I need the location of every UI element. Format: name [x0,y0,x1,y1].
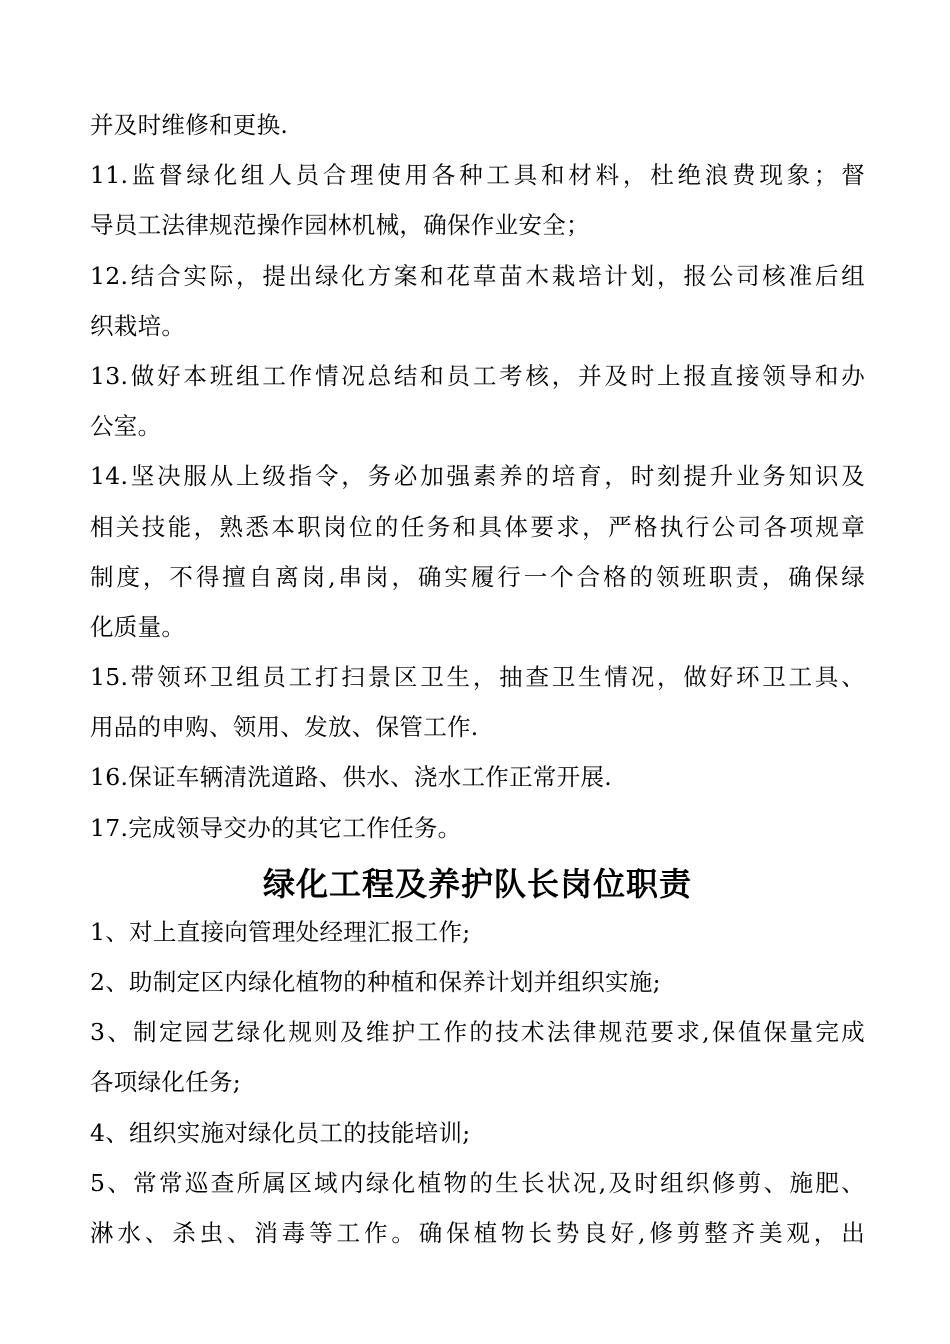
captain-duty-4: 4、组织实施对绿化员工的技能培训; [90,1118,471,1147]
text-line: 化质量。 [90,612,186,641]
text-line: 制度，不得擅自离岗,串岗，确实履行一个合格的领班职责，确保绿 [90,562,865,591]
text-line: 导员工法律规范操作园林机械，确保作业安全； [90,211,590,240]
duty-item-11: 11.监督绿化组人员合理使用各种工具和材料，杜绝浪费现象；督 [90,161,865,190]
duty-item-13: 13.做好本班组工作情况总结和员工考核，并及时上报直接领导和办 [90,361,865,390]
text-line: 相关技能，熟悉本职岗位的任务和具体要求，严格执行公司各项规章 [90,512,865,541]
captain-duty-3: 3、制定园艺绿化规则及维护工作的技术法律规范要求,保值保量完成 [90,1018,865,1047]
duty-item-17: 17.完成领导交办的其它工作任务。 [90,813,462,842]
captain-duty-1: 1、对上直接向管理处经理汇报工作; [90,917,471,946]
duty-item-14: 14.坚决服从上级指令，务必加强素养的培育，时刻提升业务知识及 [90,462,865,491]
text-line: 公室。 [90,412,162,441]
text-line: 并及时维修和更换. [90,111,289,139]
duty-item-16: 16.保证车辆清洗道路、供水、浇水工作正常开展. [90,763,613,792]
text-line: 用品的申购、领用、发放、保管工作. [90,713,479,742]
captain-duty-2: 2、助制定区内绿化植物的种植和保养计划并组织实施; [90,968,661,996]
captain-duties-list [90,907,865,1258]
duty-item-12: 12.结合实际，提出绿化方案和花草苗木栽培计划，报公司核准后组 [90,261,865,290]
duties-list-continued [90,100,865,853]
duty-item-15: 15.带领环卫组员工打扫景区卫生，抽查卫生情况，做好环卫工具、 [90,663,865,692]
text-line: 淋水、杀虫、消毒等工作。确保植物长势良好,修剪整齐美观，出 [90,1218,865,1247]
document-page [90,100,865,1258]
text-line: 各项绿化任务; [90,1068,242,1097]
text-line: 织栽培。 [90,311,186,340]
captain-duty-5: 5、常常巡查所属区域内绿化植物的生长状况,及时组织修剪、施肥、 [90,1168,865,1197]
section-title: 绿化工程及养护队长岗位职责 [262,864,692,903]
